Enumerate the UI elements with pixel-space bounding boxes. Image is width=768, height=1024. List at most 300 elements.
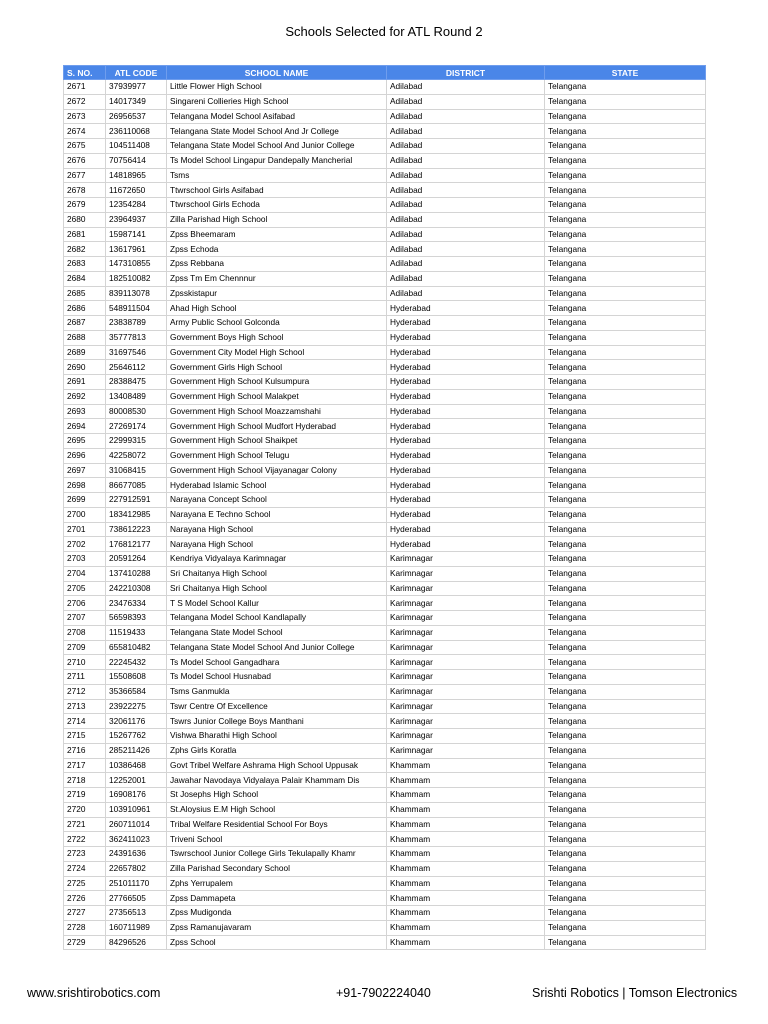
cell-atl-code: 25646112 (106, 360, 167, 375)
table-row (64, 94, 706, 109)
table-row (64, 360, 706, 375)
cell-school-name: Tswrschool Junior College Girls Tekulapally Khamr (167, 847, 387, 862)
cell-sno: 2729 (64, 935, 106, 950)
cell-state: Telangana (545, 463, 706, 478)
cell-atl-code: 147310855 (106, 257, 167, 272)
cell-atl-code: 86677085 (106, 478, 167, 493)
cell-state: Telangana (545, 743, 706, 758)
table-row (64, 242, 706, 257)
cell-atl-code: 27356513 (106, 906, 167, 921)
cell-sno: 2671 (64, 80, 106, 95)
table-row (64, 684, 706, 699)
table-row (64, 301, 706, 316)
cell-school-name: Government High School Shaikpet (167, 434, 387, 449)
cell-school-name: Zphs Yerrupalem (167, 876, 387, 891)
cell-district: Hyderabad (387, 375, 545, 390)
cell-state: Telangana (545, 699, 706, 714)
cell-district: Karimnagar (387, 670, 545, 685)
cell-sno: 2717 (64, 758, 106, 773)
cell-state: Telangana (545, 448, 706, 463)
cell-sno: 2692 (64, 389, 106, 404)
cell-atl-code: 655810482 (106, 640, 167, 655)
cell-sno: 2688 (64, 330, 106, 345)
cell-atl-code: 160711989 (106, 920, 167, 935)
cell-district: Adilabad (387, 183, 545, 198)
table-row (64, 670, 706, 685)
cell-atl-code: 104511408 (106, 139, 167, 154)
cell-school-name: Ttwrschool Girls Asifabad (167, 183, 387, 198)
cell-sno: 2679 (64, 198, 106, 213)
cell-state: Telangana (545, 788, 706, 803)
cell-school-name: Hyderabad Islamic School (167, 478, 387, 493)
cell-district: Hyderabad (387, 434, 545, 449)
cell-district: Karimnagar (387, 743, 545, 758)
cell-sno: 2695 (64, 434, 106, 449)
cell-atl-code: 14818965 (106, 168, 167, 183)
cell-state: Telangana (545, 360, 706, 375)
table-row (64, 168, 706, 183)
table-row (64, 743, 706, 758)
cell-district: Hyderabad (387, 345, 545, 360)
cell-atl-code: 22657802 (106, 861, 167, 876)
cell-school-name: Tswrs Junior College Boys Manthani (167, 714, 387, 729)
cell-district: Adilabad (387, 94, 545, 109)
cell-sno: 2711 (64, 670, 106, 685)
cell-sno: 2683 (64, 257, 106, 272)
cell-state: Telangana (545, 640, 706, 655)
table-row (64, 507, 706, 522)
cell-state: Telangana (545, 773, 706, 788)
cell-sno: 2704 (64, 566, 106, 581)
cell-atl-code: 23964937 (106, 212, 167, 227)
cell-school-name: Ttwrschool Girls Echoda (167, 198, 387, 213)
cell-sno: 2672 (64, 94, 106, 109)
cell-atl-code: 27766505 (106, 891, 167, 906)
cell-school-name: Government Boys High School (167, 330, 387, 345)
cell-state: Telangana (545, 153, 706, 168)
cell-state: Telangana (545, 522, 706, 537)
cell-state: Telangana (545, 729, 706, 744)
cell-district: Khammam (387, 773, 545, 788)
cell-district: Khammam (387, 847, 545, 862)
cell-school-name: Narayana E Techno School (167, 507, 387, 522)
cell-district: Hyderabad (387, 493, 545, 508)
cell-sno: 2685 (64, 286, 106, 301)
cell-atl-code: 23922275 (106, 699, 167, 714)
cell-school-name: Government High School Moazzamshahi (167, 404, 387, 419)
cell-state: Telangana (545, 758, 706, 773)
cell-school-name: Ts Model School Husnabad (167, 670, 387, 685)
cell-school-name: Zpss Ramanujavaram (167, 920, 387, 935)
cell-atl-code: 738612223 (106, 522, 167, 537)
cell-state: Telangana (545, 596, 706, 611)
table-row (64, 198, 706, 213)
cell-state: Telangana (545, 906, 706, 921)
cell-sno: 2675 (64, 139, 106, 154)
cell-sno: 2705 (64, 581, 106, 596)
cell-state: Telangana (545, 625, 706, 640)
cell-district: Adilabad (387, 257, 545, 272)
cell-atl-code: 15508608 (106, 670, 167, 685)
cell-sno: 2721 (64, 817, 106, 832)
table-row (64, 537, 706, 552)
cell-atl-code: 260711014 (106, 817, 167, 832)
cell-atl-code: 26956537 (106, 109, 167, 124)
cell-state: Telangana (545, 301, 706, 316)
table-row (64, 522, 706, 537)
cell-school-name: Tswr Centre Of Excellence (167, 699, 387, 714)
table-row (64, 699, 706, 714)
cell-school-name: Telangana State Model School And Junior College (167, 640, 387, 655)
cell-state: Telangana (545, 345, 706, 360)
cell-state: Telangana (545, 419, 706, 434)
cell-atl-code: 11672650 (106, 183, 167, 198)
cell-school-name: Government High School Vijayanagar Colony (167, 463, 387, 478)
table-row (64, 847, 706, 862)
cell-state: Telangana (545, 316, 706, 331)
cell-district: Karimnagar (387, 625, 545, 640)
table-row (64, 832, 706, 847)
cell-atl-code: 183412985 (106, 507, 167, 522)
cell-state: Telangana (545, 802, 706, 817)
cell-sno: 2703 (64, 552, 106, 567)
cell-sno: 2712 (64, 684, 106, 699)
cell-state: Telangana (545, 139, 706, 154)
cell-state: Telangana (545, 434, 706, 449)
cell-atl-code: 37939977 (106, 80, 167, 95)
cell-state: Telangana (545, 375, 706, 390)
cell-district: Khammam (387, 802, 545, 817)
cell-sno: 2699 (64, 493, 106, 508)
table-row (64, 935, 706, 950)
table-row (64, 802, 706, 817)
cell-state: Telangana (545, 183, 706, 198)
cell-atl-code: 15987141 (106, 227, 167, 242)
cell-sno: 2681 (64, 227, 106, 242)
table-row (64, 891, 706, 906)
cell-atl-code: 70756414 (106, 153, 167, 168)
cell-state: Telangana (545, 714, 706, 729)
cell-school-name: Zpsskistapur (167, 286, 387, 301)
cell-state: Telangana (545, 242, 706, 257)
cell-sno: 2714 (64, 714, 106, 729)
cell-school-name: Zpss Echoda (167, 242, 387, 257)
table-row (64, 227, 706, 242)
table-row (64, 212, 706, 227)
cell-atl-code: 42258072 (106, 448, 167, 463)
cell-sno: 2676 (64, 153, 106, 168)
document-title: Schools Selected for ATL Round 2 (285, 24, 483, 39)
table-row (64, 906, 706, 921)
table-row (64, 861, 706, 876)
cell-state: Telangana (545, 817, 706, 832)
cell-sno: 2677 (64, 168, 106, 183)
cell-state: Telangana (545, 198, 706, 213)
table-row (64, 552, 706, 567)
cell-district: Hyderabad (387, 330, 545, 345)
cell-school-name: Singareni Collieries High School (167, 94, 387, 109)
cell-sno: 2694 (64, 419, 106, 434)
cell-state: Telangana (545, 286, 706, 301)
cell-district: Adilabad (387, 212, 545, 227)
column-header-school-name: SCHOOL NAME (167, 66, 387, 80)
table-row (64, 640, 706, 655)
cell-district: Karimnagar (387, 699, 545, 714)
cell-school-name: Vishwa Bharathi High School (167, 729, 387, 744)
table-row (64, 404, 706, 419)
cell-atl-code: 12354284 (106, 198, 167, 213)
cell-sno: 2689 (64, 345, 106, 360)
table-row (64, 773, 706, 788)
cell-sno: 2691 (64, 375, 106, 390)
cell-state: Telangana (545, 271, 706, 286)
cell-state: Telangana (545, 537, 706, 552)
cell-sno: 2693 (64, 404, 106, 419)
cell-atl-code: 20591264 (106, 552, 167, 567)
cell-school-name: Tsms (167, 168, 387, 183)
table-row (64, 714, 706, 729)
table-row (64, 611, 706, 626)
cell-sno: 2686 (64, 301, 106, 316)
cell-atl-code: 23838789 (106, 316, 167, 331)
cell-sno: 2687 (64, 316, 106, 331)
table-row (64, 345, 706, 360)
table-row (64, 729, 706, 744)
cell-state: Telangana (545, 581, 706, 596)
cell-district: Adilabad (387, 139, 545, 154)
cell-school-name: Zpss School (167, 935, 387, 950)
cell-atl-code: 15267762 (106, 729, 167, 744)
cell-school-name: Narayana Concept School (167, 493, 387, 508)
table-row (64, 493, 706, 508)
cell-school-name: Zphs Girls Koratla (167, 743, 387, 758)
cell-atl-code: 22999315 (106, 434, 167, 449)
cell-sno: 2719 (64, 788, 106, 803)
cell-district: Khammam (387, 906, 545, 921)
cell-district: Khammam (387, 832, 545, 847)
cell-sno: 2709 (64, 640, 106, 655)
cell-school-name: Jawahar Navodaya Vidyalaya Palair Khammam Dis (167, 773, 387, 788)
cell-state: Telangana (545, 80, 706, 95)
cell-school-name: T S Model School Kallur (167, 596, 387, 611)
cell-district: Hyderabad (387, 404, 545, 419)
cell-district: Khammam (387, 876, 545, 891)
cell-atl-code: 23476334 (106, 596, 167, 611)
table-row (64, 876, 706, 891)
cell-sno: 2684 (64, 271, 106, 286)
cell-school-name: Government High School Malakpet (167, 389, 387, 404)
cell-school-name: Telangana State Model School And Junior College (167, 139, 387, 154)
schools-table (63, 65, 706, 950)
cell-state: Telangana (545, 861, 706, 876)
cell-district: Karimnagar (387, 611, 545, 626)
table-row (64, 80, 706, 95)
cell-atl-code: 176812177 (106, 537, 167, 552)
cell-atl-code: 10386468 (106, 758, 167, 773)
cell-sno: 2673 (64, 109, 106, 124)
cell-district: Hyderabad (387, 448, 545, 463)
cell-state: Telangana (545, 611, 706, 626)
cell-atl-code: 242210308 (106, 581, 167, 596)
column-header-district: DISTRICT (387, 66, 545, 80)
cell-school-name: Triveni School (167, 832, 387, 847)
cell-school-name: Army Public School Golconda (167, 316, 387, 331)
cell-school-name: Telangana State Model School And Jr College (167, 124, 387, 139)
cell-atl-code: 16908176 (106, 788, 167, 803)
cell-atl-code: 13408489 (106, 389, 167, 404)
cell-atl-code: 137410288 (106, 566, 167, 581)
cell-state: Telangana (545, 684, 706, 699)
cell-state: Telangana (545, 655, 706, 670)
table-row (64, 920, 706, 935)
cell-atl-code: 35777813 (106, 330, 167, 345)
table-row (64, 286, 706, 301)
cell-district: Khammam (387, 758, 545, 773)
cell-state: Telangana (545, 168, 706, 183)
cell-state: Telangana (545, 330, 706, 345)
cell-school-name: St Josephs High School (167, 788, 387, 803)
table-row (64, 596, 706, 611)
cell-state: Telangana (545, 920, 706, 935)
cell-atl-code: 12252001 (106, 773, 167, 788)
cell-atl-code: 227912591 (106, 493, 167, 508)
cell-atl-code: 285211426 (106, 743, 167, 758)
cell-sno: 2718 (64, 773, 106, 788)
cell-district: Hyderabad (387, 389, 545, 404)
cell-sno: 2726 (64, 891, 106, 906)
cell-school-name: Zpss Rebbana (167, 257, 387, 272)
cell-district: Adilabad (387, 153, 545, 168)
cell-school-name: Tribal Welfare Residential School For Boys (167, 817, 387, 832)
cell-district: Adilabad (387, 242, 545, 257)
footer-company: Srishti Robotics | Tomson Electronics (532, 986, 738, 1000)
column-header-sno: S. NO. (64, 66, 106, 80)
cell-school-name: Kendriya Vidyalaya Karimnagar (167, 552, 387, 567)
cell-district: Hyderabad (387, 316, 545, 331)
cell-sno: 2706 (64, 596, 106, 611)
cell-state: Telangana (545, 124, 706, 139)
cell-district: Karimnagar (387, 581, 545, 596)
cell-sno: 2707 (64, 611, 106, 626)
table-row (64, 375, 706, 390)
cell-district: Hyderabad (387, 478, 545, 493)
cell-district: Hyderabad (387, 419, 545, 434)
table-row (64, 478, 706, 493)
cell-state: Telangana (545, 389, 706, 404)
cell-sno: 2700 (64, 507, 106, 522)
cell-sno: 2701 (64, 522, 106, 537)
table-row (64, 463, 706, 478)
cell-state: Telangana (545, 257, 706, 272)
cell-state: Telangana (545, 566, 706, 581)
cell-school-name: Sri Chaitanya High School (167, 581, 387, 596)
cell-school-name: Ts Model School Lingapur Dandepally Mancherial (167, 153, 387, 168)
table-row (64, 109, 706, 124)
cell-atl-code: 28388475 (106, 375, 167, 390)
footer-website: www.srishtirobotics.com (27, 986, 161, 1000)
cell-school-name: Zilla Parishad High School (167, 212, 387, 227)
table-row (64, 153, 706, 168)
cell-district: Khammam (387, 891, 545, 906)
cell-sno: 2674 (64, 124, 106, 139)
cell-district: Karimnagar (387, 640, 545, 655)
cell-school-name: Zpss Bheemaram (167, 227, 387, 242)
cell-state: Telangana (545, 935, 706, 950)
cell-state: Telangana (545, 493, 706, 508)
table-row (64, 183, 706, 198)
cell-school-name: Narayana High School (167, 522, 387, 537)
cell-sno: 2713 (64, 699, 106, 714)
cell-district: Adilabad (387, 271, 545, 286)
cell-school-name: Zpss Tm Em Chennnur (167, 271, 387, 286)
cell-state: Telangana (545, 552, 706, 567)
cell-atl-code: 13617961 (106, 242, 167, 257)
cell-school-name: Telangana Model School Asifabad (167, 109, 387, 124)
table-row (64, 566, 706, 581)
cell-district: Hyderabad (387, 360, 545, 375)
cell-school-name: Ahad High School (167, 301, 387, 316)
table-row (64, 330, 706, 345)
cell-state: Telangana (545, 891, 706, 906)
cell-atl-code: 32061176 (106, 714, 167, 729)
cell-atl-code: 24391636 (106, 847, 167, 862)
cell-atl-code: 362411023 (106, 832, 167, 847)
cell-state: Telangana (545, 507, 706, 522)
table-row (64, 389, 706, 404)
cell-atl-code: 11519433 (106, 625, 167, 640)
table-row (64, 581, 706, 596)
cell-sno: 2696 (64, 448, 106, 463)
table-row (64, 124, 706, 139)
cell-sno: 2724 (64, 861, 106, 876)
cell-school-name: Government City Model High School (167, 345, 387, 360)
cell-state: Telangana (545, 478, 706, 493)
cell-atl-code: 182510082 (106, 271, 167, 286)
cell-atl-code: 56598393 (106, 611, 167, 626)
cell-district: Adilabad (387, 198, 545, 213)
cell-school-name: Zilla Parishad Secondary School (167, 861, 387, 876)
cell-atl-code: 22245432 (106, 655, 167, 670)
cell-atl-code: 236110068 (106, 124, 167, 139)
cell-sno: 2697 (64, 463, 106, 478)
cell-sno: 2708 (64, 625, 106, 640)
cell-district: Adilabad (387, 227, 545, 242)
table-row (64, 655, 706, 670)
cell-atl-code: 251011170 (106, 876, 167, 891)
table-row (64, 271, 706, 286)
cell-school-name: Government Girls High School (167, 360, 387, 375)
cell-sno: 2722 (64, 832, 106, 847)
cell-school-name: Little Flower High School (167, 80, 387, 95)
column-header-state: STATE (545, 66, 706, 80)
cell-atl-code: 84296526 (106, 935, 167, 950)
table-row (64, 419, 706, 434)
column-header-atl-code: ATL CODE (106, 66, 167, 80)
cell-atl-code: 31068415 (106, 463, 167, 478)
cell-atl-code: 548911504 (106, 301, 167, 316)
cell-school-name: Ts Model School Gangadhara (167, 655, 387, 670)
cell-state: Telangana (545, 876, 706, 891)
cell-school-name: Telangana State Model School (167, 625, 387, 640)
cell-sno: 2710 (64, 655, 106, 670)
cell-state: Telangana (545, 94, 706, 109)
cell-sno: 2698 (64, 478, 106, 493)
cell-sno: 2720 (64, 802, 106, 817)
cell-atl-code: 14017349 (106, 94, 167, 109)
cell-sno: 2725 (64, 876, 106, 891)
cell-state: Telangana (545, 670, 706, 685)
cell-district: Khammam (387, 788, 545, 803)
